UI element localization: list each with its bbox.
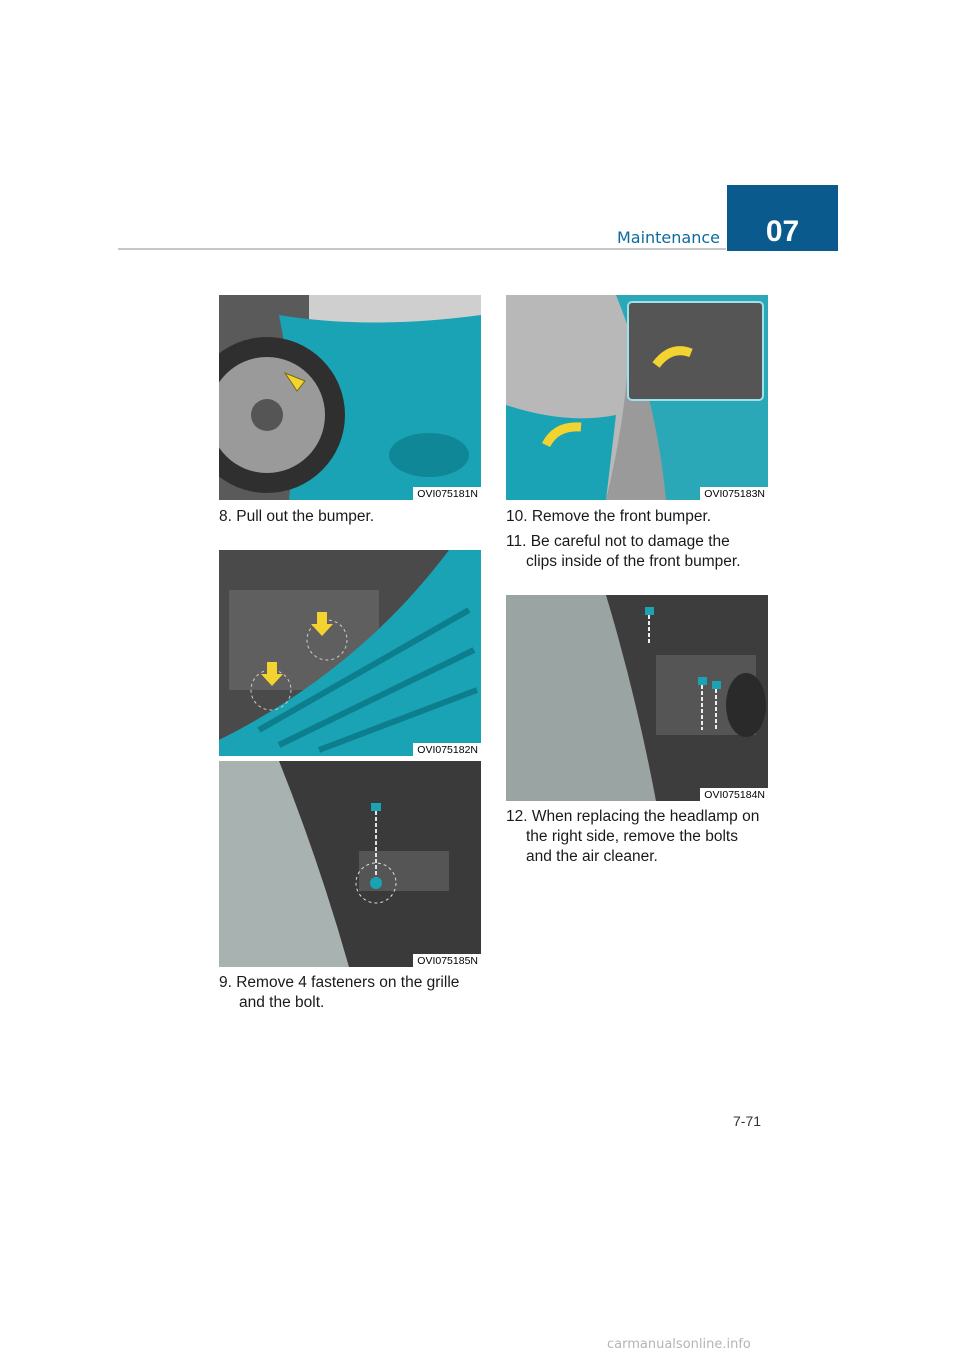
figure-bolt: [219, 761, 481, 967]
section-title: Maintenance: [616, 228, 720, 247]
step-9-line1: 9. Remove 4 fasteners on the grille: [219, 974, 460, 991]
chapter-tab: 07: [727, 185, 838, 251]
grille-illustration: [219, 550, 481, 756]
figure-pull-bumper: [219, 295, 481, 500]
step-10: [506, 507, 768, 527]
figure-grille-fasteners: [219, 550, 481, 756]
figure-code: OVI075181N: [413, 487, 481, 500]
air-cleaner-illustration: [506, 595, 768, 801]
header-rule: [118, 248, 726, 250]
figure-code: OVI075182N: [413, 743, 481, 756]
step-9-line2: and the bolt.: [239, 994, 325, 1011]
step-12-line2: the right side, remove the bolts: [526, 828, 738, 845]
step-11-line2: clips inside of the front bumper.: [526, 553, 741, 570]
step-12-line3: and the air cleaner.: [526, 848, 658, 865]
figure-code: OVI075185N: [413, 954, 481, 967]
watermark: carmanualsonline.info: [607, 1337, 751, 1352]
step-11-line1: 11. Be careful not to damage the: [506, 533, 730, 550]
bolt-illustration: [219, 761, 481, 967]
figure-remove-bumper: [506, 295, 768, 500]
figure-code: OVI075183N: [700, 487, 768, 500]
page-number: 7-71: [733, 1113, 762, 1129]
step-12: [506, 807, 768, 867]
figure-air-cleaner: [506, 595, 768, 801]
front-bumper-illustration: [506, 295, 768, 500]
step-8-text: 8. Pull out the bumper.: [219, 508, 375, 525]
figure-code: OVI075184N: [700, 788, 768, 801]
bumper-illustration: [219, 295, 481, 500]
step-12-line1: 12. When replacing the headlamp on: [506, 808, 760, 825]
step-9: [219, 973, 481, 1013]
step-10-text: 10. Remove the front bumper.: [506, 508, 712, 525]
step-8: [219, 507, 481, 527]
step-11: [506, 532, 768, 572]
